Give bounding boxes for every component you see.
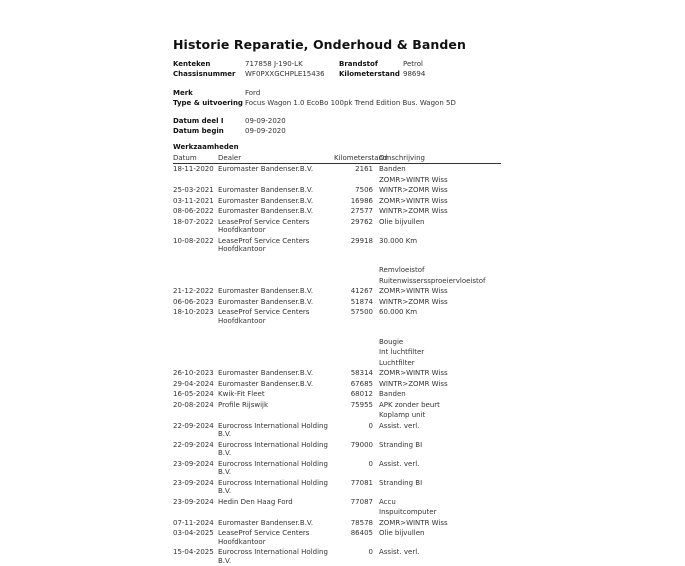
- header-desc: Omschrijving: [379, 154, 501, 164]
- cell-date: 10-08-2022: [173, 236, 218, 255]
- cell-desc: Stranding BI: [379, 478, 501, 497]
- cell-date: 16-05-2024: [173, 389, 218, 400]
- cell-km: 77087: [334, 497, 379, 508]
- cell-date: 03-11-2021: [173, 196, 218, 207]
- cell-desc: ZOMR>WINTR Wiss: [379, 368, 501, 379]
- cell-desc: 30.000 Km: [379, 236, 501, 255]
- kilometerstand-label: Kilometerstand: [339, 69, 400, 79]
- cell-desc: [379, 326, 501, 337]
- table-row: [173, 297, 501, 308]
- merk-label: Merk: [173, 88, 193, 98]
- cell-desc: Assist. verl.: [379, 459, 501, 478]
- cell-dealer: Euromaster Bandenser.B.V.: [218, 286, 334, 297]
- datum-begin-value: 09-09-2020: [245, 126, 286, 136]
- kenteken-label: Kenteken: [173, 59, 210, 69]
- cell-desc: Int luchtfilter: [379, 347, 501, 358]
- header-km: Kilometerstand: [334, 154, 379, 164]
- cell-desc: ZOMR>WINTR Wiss: [379, 286, 501, 297]
- cell-desc: Assist. verl.: [379, 547, 501, 566]
- cell-dealer: Euromaster Bandenser.B.V.: [218, 297, 334, 308]
- cell-dealer: Eurocross International Holding B.V.: [218, 459, 334, 478]
- table-row: [173, 236, 501, 255]
- cell-km: 67685: [334, 379, 379, 390]
- cell-empty: [334, 326, 379, 337]
- cell-dealer: LeaseProf Service Centers Hoofdkantoor: [218, 236, 334, 255]
- cell-desc: Accu: [379, 497, 501, 508]
- cell-empty: [173, 358, 218, 369]
- cell-empty: [218, 175, 334, 186]
- cell-date: 25-03-2021: [173, 185, 218, 196]
- cell-date: 26-10-2023: [173, 368, 218, 379]
- table-row: [173, 196, 501, 207]
- cell-km: 51874: [334, 297, 379, 308]
- cell-desc: Ruitenwisserssproeiervloeistof: [379, 276, 501, 287]
- cell-km: 77081: [334, 478, 379, 497]
- cell-dealer: Euromaster Bandenser.B.V.: [218, 518, 334, 529]
- cell-desc: Inspuitcomputer: [379, 507, 501, 518]
- table-row: [173, 185, 501, 196]
- cell-desc: ZOMR>WINTR Wiss: [379, 175, 501, 186]
- cell-date: 03-04-2025: [173, 528, 218, 547]
- cell-km: 7506: [334, 185, 379, 196]
- cell-desc: WINTR>ZOMR Wiss: [379, 206, 501, 217]
- document-title: Historie Reparatie, Onderhoud & Banden: [173, 37, 466, 52]
- cell-km: 29762: [334, 217, 379, 236]
- datum-deel-value: 09-09-2020: [245, 116, 286, 126]
- cell-date: 07-11-2024: [173, 518, 218, 529]
- cell-km: 86405: [334, 528, 379, 547]
- cell-empty: [334, 337, 379, 348]
- header-dealer: Dealer: [218, 154, 334, 164]
- cell-desc: Luchtfilter: [379, 358, 501, 369]
- cell-desc: ZOMR>WINTR Wiss: [379, 196, 501, 207]
- cell-empty: [173, 255, 218, 266]
- table-row: [173, 459, 501, 478]
- cell-desc: Stranding BI: [379, 440, 501, 459]
- cell-dealer: Euromaster Bandenser.B.V.: [218, 185, 334, 196]
- cell-dealer: LeaseProf Service Centers Hoofdkantoor: [218, 528, 334, 547]
- cell-dealer: Euromaster Bandenser.B.V.: [218, 368, 334, 379]
- cell-empty: [173, 175, 218, 186]
- works-table: [173, 154, 501, 566]
- cell-km: 16986: [334, 196, 379, 207]
- table-row-extra-desc: [173, 175, 501, 186]
- cell-dealer: Hedin Den Haag Ford: [218, 497, 334, 508]
- cell-empty: [334, 276, 379, 287]
- cell-dealer: Profile Rijswijk: [218, 400, 334, 411]
- cell-desc: Banden: [379, 389, 501, 400]
- chassis-value: WF0PXXGCHPLE15436: [245, 69, 325, 79]
- kenteken-value: 717858 J-190-LK: [245, 59, 303, 69]
- cell-date: 22-09-2024: [173, 421, 218, 440]
- table-row: [173, 206, 501, 217]
- table-row-extra-desc: [173, 347, 501, 358]
- cell-empty: [173, 337, 218, 348]
- cell-dealer: Euromaster Bandenser.B.V.: [218, 379, 334, 390]
- cell-empty: [173, 507, 218, 518]
- table-row: [173, 307, 501, 326]
- cell-empty: [218, 265, 334, 276]
- cell-km: 58314: [334, 368, 379, 379]
- table-row-extra-desc: [173, 337, 501, 348]
- cell-date: 15-04-2025: [173, 547, 218, 566]
- cell-date: 20-08-2024: [173, 400, 218, 411]
- cell-date: 23-09-2024: [173, 497, 218, 508]
- cell-km: 57500: [334, 307, 379, 326]
- cell-empty: [334, 410, 379, 421]
- cell-empty: [218, 347, 334, 358]
- cell-date: 18-07-2022: [173, 217, 218, 236]
- table-row-extra-desc: [173, 410, 501, 421]
- cell-km: 0: [334, 421, 379, 440]
- cell-desc: 60.000 Km: [379, 307, 501, 326]
- cell-dealer: Eurocross International Holding B.V.: [218, 440, 334, 459]
- cell-km: 41267: [334, 286, 379, 297]
- cell-km: 75955: [334, 400, 379, 411]
- cell-desc: Koplamp unit: [379, 410, 501, 421]
- cell-empty: [173, 347, 218, 358]
- datum-deel-label: Datum deel I: [173, 116, 224, 126]
- cell-km: 68012: [334, 389, 379, 400]
- cell-desc: Olie bijvullen: [379, 217, 501, 236]
- cell-empty: [334, 255, 379, 266]
- cell-date: 18-10-2023: [173, 307, 218, 326]
- brandstof-value: Petrol: [403, 59, 423, 69]
- cell-desc: Bougie: [379, 337, 501, 348]
- cell-km: 0: [334, 547, 379, 566]
- cell-empty: [218, 410, 334, 421]
- works-section-title: Werkzaamheden: [173, 143, 239, 151]
- table-row: [173, 368, 501, 379]
- cell-empty: [334, 358, 379, 369]
- table-row: [173, 518, 501, 529]
- cell-km: 27577: [334, 206, 379, 217]
- cell-date: 21-12-2022: [173, 286, 218, 297]
- cell-dealer: LeaseProf Service Centers Hoofdkantoor: [218, 217, 334, 236]
- cell-date: 22-09-2024: [173, 440, 218, 459]
- cell-km: 78578: [334, 518, 379, 529]
- table-row-extra-desc: [173, 265, 501, 276]
- cell-dealer: Euromaster Bandenser.B.V.: [218, 164, 334, 175]
- table-row: [173, 164, 501, 175]
- cell-desc: WINTR>ZOMR Wiss: [379, 297, 501, 308]
- cell-km: 2161: [334, 164, 379, 175]
- table-row: [173, 379, 501, 390]
- cell-empty: [218, 326, 334, 337]
- cell-empty: [173, 265, 218, 276]
- cell-desc: Banden: [379, 164, 501, 175]
- cell-desc: APK zonder beurt: [379, 400, 501, 411]
- chassis-label: Chassisnummer: [173, 69, 236, 79]
- cell-dealer: Eurocross International Holding B.V.: [218, 547, 334, 566]
- table-row: [173, 497, 501, 508]
- cell-desc: Remvloeistof: [379, 265, 501, 276]
- cell-empty: [334, 347, 379, 358]
- cell-date: 23-09-2024: [173, 459, 218, 478]
- table-row: [173, 421, 501, 440]
- table-row-extra-desc: [173, 326, 501, 337]
- cell-empty: [218, 276, 334, 287]
- cell-date: 18-11-2020: [173, 164, 218, 175]
- cell-empty: [334, 265, 379, 276]
- cell-dealer: LeaseProf Service Centers Hoofdkantoor: [218, 307, 334, 326]
- table-row: [173, 400, 501, 411]
- works-header-row: [173, 154, 501, 164]
- table-row: [173, 478, 501, 497]
- cell-dealer: Kwik-Fit Fleet: [218, 389, 334, 400]
- type-label: Type & uitvoering: [173, 98, 243, 108]
- cell-date: 06-06-2023: [173, 297, 218, 308]
- cell-empty: [334, 175, 379, 186]
- cell-empty: [173, 410, 218, 421]
- header-date: Datum: [173, 154, 218, 164]
- cell-km: 79000: [334, 440, 379, 459]
- cell-desc: WINTR>ZOMR Wiss: [379, 185, 501, 196]
- table-row: [173, 440, 501, 459]
- table-row-extra-desc: [173, 255, 501, 266]
- merk-value: Ford: [245, 88, 260, 98]
- table-row: [173, 389, 501, 400]
- cell-date: 29-04-2024: [173, 379, 218, 390]
- table-row: [173, 547, 501, 566]
- table-row-extra-desc: [173, 358, 501, 369]
- works-body: [173, 164, 501, 566]
- cell-desc: WINTR>ZOMR Wiss: [379, 379, 501, 390]
- datum-begin-label: Datum begin: [173, 126, 224, 136]
- cell-date: 23-09-2024: [173, 478, 218, 497]
- brandstof-label: Brandstof: [339, 59, 378, 69]
- cell-desc: Olie bijvullen: [379, 528, 501, 547]
- cell-dealer: Euromaster Bandenser.B.V.: [218, 196, 334, 207]
- table-row-extra-desc: [173, 507, 501, 518]
- cell-empty: [218, 507, 334, 518]
- cell-empty: [218, 255, 334, 266]
- cell-empty: [218, 358, 334, 369]
- type-value: Focus Wagon 1.0 EcoBo 100pk Trend Edition Bus. Wagon 5D: [245, 98, 456, 108]
- cell-km: 29918: [334, 236, 379, 255]
- cell-desc: Assist. verl.: [379, 421, 501, 440]
- table-row-extra-desc: [173, 276, 501, 287]
- table-row: [173, 217, 501, 236]
- kilometerstand-value: 98694: [403, 69, 425, 79]
- cell-empty: [218, 337, 334, 348]
- cell-dealer: Euromaster Bandenser.B.V.: [218, 206, 334, 217]
- cell-empty: [173, 276, 218, 287]
- table-row: [173, 286, 501, 297]
- cell-dealer: Eurocross International Holding B.V.: [218, 478, 334, 497]
- cell-date: 08-06-2022: [173, 206, 218, 217]
- cell-empty: [334, 507, 379, 518]
- cell-km: 0: [334, 459, 379, 478]
- cell-desc: [379, 255, 501, 266]
- cell-desc: ZOMR>WINTR Wiss: [379, 518, 501, 529]
- cell-empty: [173, 326, 218, 337]
- table-row: [173, 528, 501, 547]
- cell-dealer: Eurocross International Holding B.V.: [218, 421, 334, 440]
